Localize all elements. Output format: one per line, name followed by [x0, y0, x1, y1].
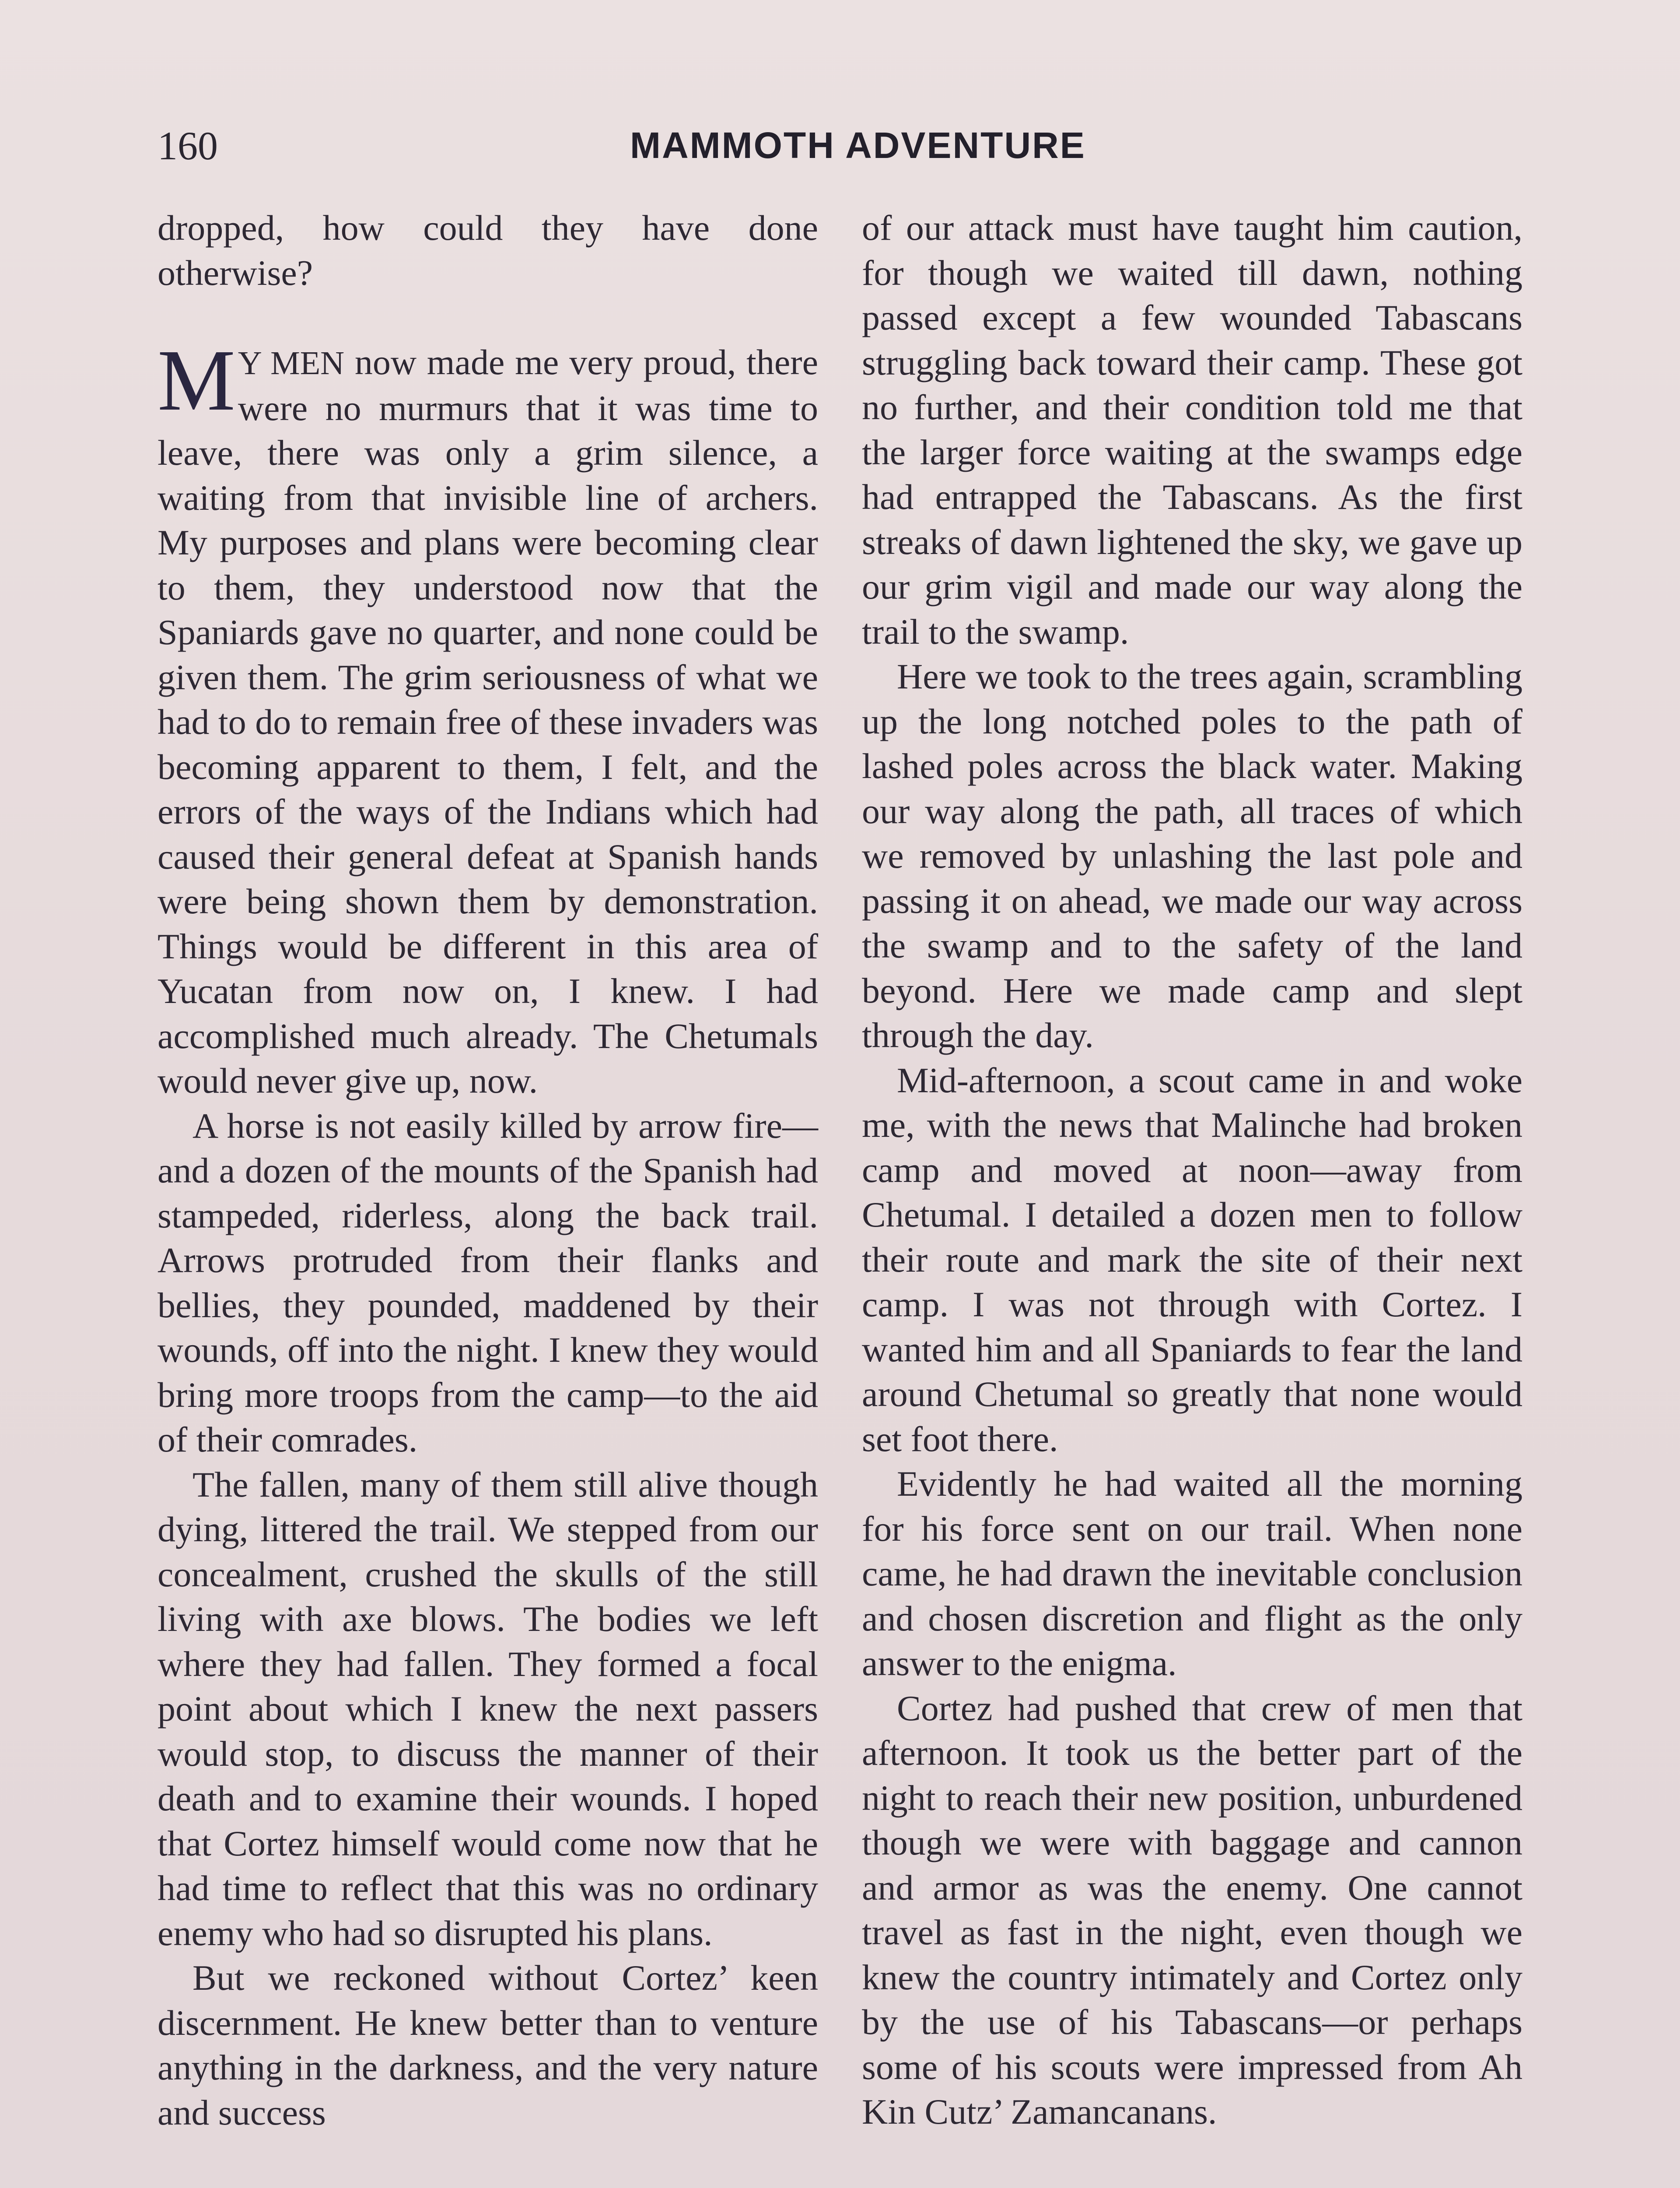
paragraph-text: now made me very proud, there were no murmurs that it was time to leave, there was only a grim silence, a waiting from that invisible line of archers. My purposes and plans were becoming clear to them, they understood now that the Spaniards gave no quarter, and none could be given them. The grim seriousness of what we had to do to remain free of these invaders was becoming apparent to them, I felt, and the errors of the ways of the Indians which had caused their general defeat at Spanish hands were being shown them by demonstration. Things would be different in this area of Yucatan from now on, I knew. I had accomplished much already. The Chetumals would never give up, now. — [158, 342, 819, 1101]
paragraph: dropped, how could they have done otherwise? — [158, 208, 818, 293]
paragraph: A horse is not easily killed by arrow fire—and a dozen of the mounts of the Spanish had stampeded, riderless, along the back trail. Arrows protruded from their flanks and bellies, they pounded, maddened by their wounds, off into the night. I knew they would bring more troops from the camp—to the aid of their comrades. — [158, 1105, 818, 1459]
paragraph: But we reckoned without Cortez’ keen discernment. He knew better than to venture anything in the darkness, and the very nature and success — [158, 1958, 818, 2132]
page-number: 160 — [158, 123, 218, 168]
paragraph: Evidently he had waited all the morning for his force sent on our trail. When none came, he had drawn the inevitable conclusion and chosen discretion and flight as the only answer to the enigma. — [862, 1464, 1522, 1683]
paragraph: Cortez had pushed that crew of men that afternoon. It took us the better part of the night to reach their new position, unburdened though we were with baggage and cannon and armor as was the enemy. One cannot travel as fast in the night, even though we knew the country intimately and Cortez only by the use of his Tabascans—or perhaps some of his scouts were impressed from Ah Kin Cutz’ Zamancanans. — [862, 1688, 1522, 2132]
left-column — [158, 206, 818, 2188]
text-columns — [158, 206, 1522, 2188]
paragraph: The fallen, many of them still alive though dying, littered the trail. We stepped from our concealment, crushed the skulls of the still living with axe blows. The bodies we left where they had fallen. They formed a focal point about which I knew the next passers would stop, to discuss the manner of their death and to examine their wounds. I hoped that Cortez himself would come now that he had time to reflect that this was no ordinary enemy who had so disrupted his plans. — [158, 1464, 818, 1953]
right-column — [862, 206, 1522, 2188]
running-title: MAMMOTH ADVENTURE — [630, 125, 1086, 166]
paragraph: Mid-afternoon, a scout came in and woke me, with the news that Malinche had broken camp and moved at noon—away from Chetumal. I detailed a dozen men to follow their route and mark the site of their next camp. I was not through with Cortez. I wanted him and all Spaniards to fear the land around Chetumal so greatly that none would set foot there. — [862, 1060, 1522, 1459]
page-header — [158, 123, 1522, 184]
paragraph: Here we took to the trees again, scrambling up the long notched poles to the path of lashed poles across the black water. Making our way along the path, all traces of which we removed by unlashing the last pole and passing it on ahead, we made our way across the swamp and to the safety of the land beyond. Here we made camp and slept through the day. — [862, 656, 1522, 1055]
small-caps-lead: Y MEN — [238, 345, 345, 382]
paragraph: of our attack must have taught him caution, for though we waited till dawn, nothing passed except a few wounded Tabascans struggling back toward their camp. These got no further, and their condition told me that the larger force waiting at the swamps edge had entrapped the Tabascans. As the first streaks of dawn lightened the sky, we gave up our grim vigil and made our way along the trail to the swamp. — [862, 208, 1522, 652]
dropcap-paragraph — [158, 332, 819, 1104]
drop-cap-letter: M — [158, 332, 235, 429]
